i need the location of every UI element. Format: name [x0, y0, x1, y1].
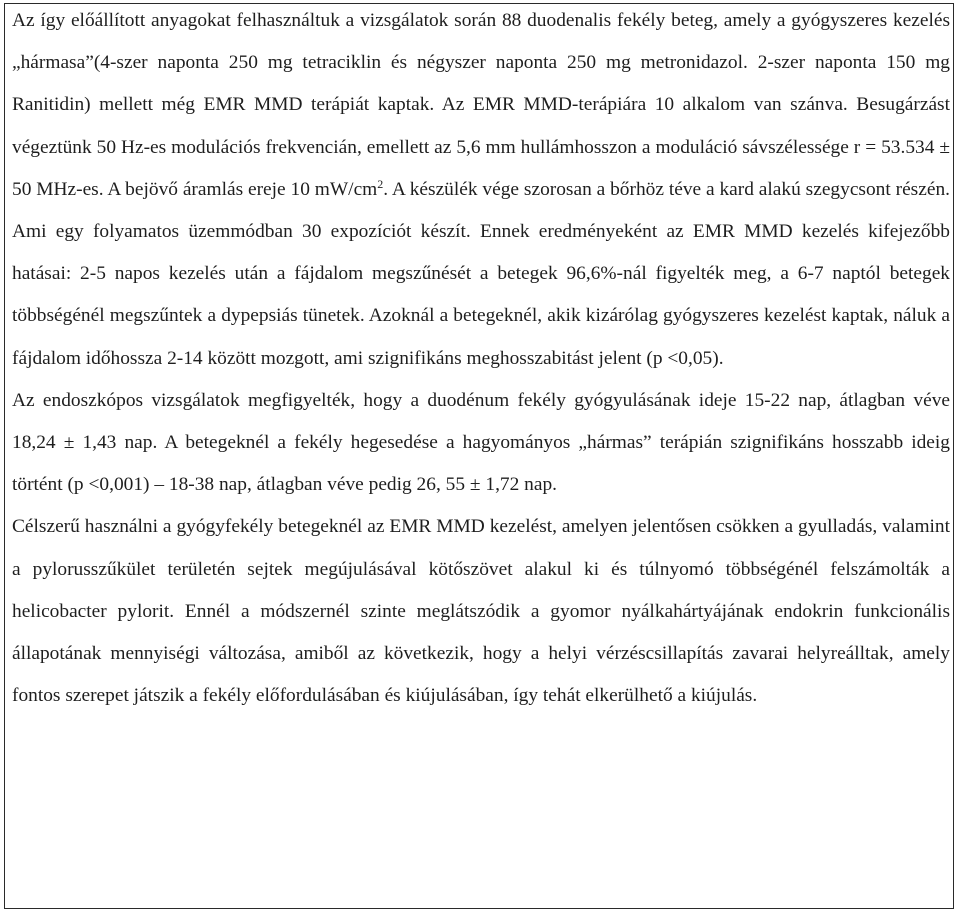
paragraph-treatment-text-b: . A készülék vége szorosan a bőrhöz téve a kard alakú szegycsont részén. Ami egy folyamatos üzemmódban 30 expozíciót készít. Ennek eredményeként az EMR MMD kezelés kifejezőbb hatásai: 2-5 napos kezelés után a fájdalom megszűnését a betegek 96,6%-nál figyelték meg, a 6-7 naptól betegek többségénél megszűntek a dypepsiás tünetek. Azoknál a betegeknél, akik kizárólag gyógyszeres kezelést kaptak, náluk a fájdalom időhossza 2-14 között mozgott, ami szignifikáns meghosszabitást jelent (p <0,05). [12, 178, 950, 369]
document-body [12, 0, 950, 717]
paragraph-endoscopy: Az endoszkópos vizsgálatok megfigyelték, hogy a duodénum fekély gyógyulásának ideje 15-22 nap, átlagban véve 18,24 ± 1,43 nap. A betegeknél a fekély hegesedése a hagyományos „hármas” terápián szignifikáns hosszabb ideig történt (p <0,001) – 18-38 nap, átlagban véve pedig 26, 55 ± 1,72 nap. [12, 389, 950, 496]
paragraph-treatment [12, 0, 950, 380]
superscript-2: 2 [377, 176, 384, 191]
paragraph-conclusion: Célszerű használni a gyógyfekély betegeknél az EMR MMD kezelést, amelyen jelentősen csökken a gyulladás, valamint a pylorusszűkület területén sejtek megújulásával kötőszövet alakul ki és túlnyomó többségénél felszámolták a helicobacter pylorit. Ennél a módszernél szinte meglátszódik a gyomor nyálkahártyájának endokrin funkcionális állapotának mennyiségi változása, amiből az következik, hogy a helyi vérzéscsillapítás zavarai helyreálltak, amely fontos szerepet játszik a fekély előfordulásában és kiújulásában, így tehát elkerülhető a kiújulás. [12, 516, 950, 707]
paragraph-treatment-text-a: Az így előállított anyagokat felhasználtuk a vizsgálatok során 88 duodenalis fekély beteg, amely a gyógyszeres kezelés „hármasa”(4-szer naponta 250 mg tetraciklin és négyszer naponta 250 mg metronidazol. 2-szer naponta 150 mg Ranitidin) mellett még EMR MMD terápiát kaptak. Az EMR MMD-terápiára 10 alkalom van szánva. Besugárzást végeztünk 50 Hz-es modulációs frekvencián, emellett az 5,6 mm hullámhosszon a moduláció sávszélessége r = 53.534 ± 50 MHz-es. A bejövő áramlás ereje 10 mW/cm [12, 10, 950, 200]
